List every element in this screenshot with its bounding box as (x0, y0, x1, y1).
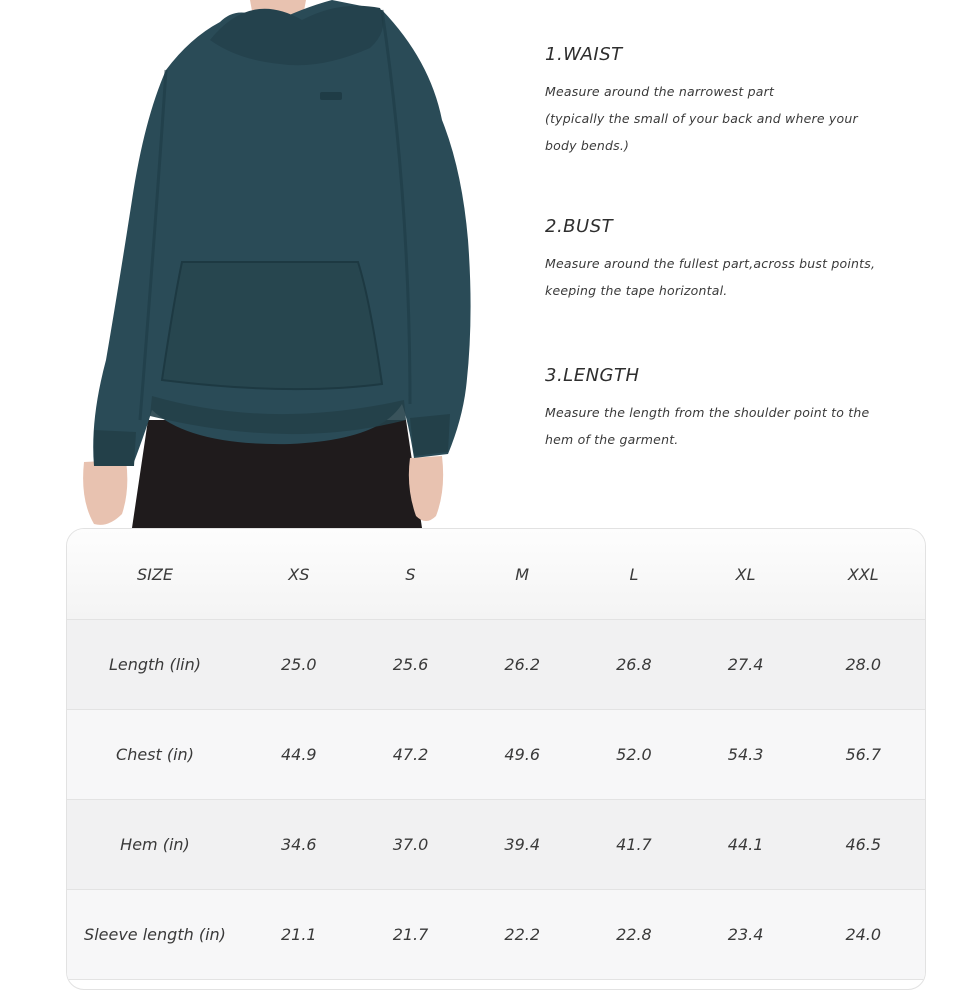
table-header-row (67, 529, 925, 620)
table-cell: 25.6 (392, 655, 429, 674)
row-label: Length (lin) (108, 655, 202, 674)
table-cell: 39.4 (504, 835, 541, 854)
left-hand (83, 460, 127, 525)
table-cell: 27.4 (727, 655, 764, 674)
table-cell: 21.7 (392, 925, 429, 944)
header-cell: XL (735, 564, 756, 584)
table-cell: 21.1 (280, 925, 317, 944)
table-cell: 44.9 (280, 745, 317, 764)
table-row (67, 800, 925, 890)
table-cell: 25.0 (280, 655, 317, 674)
table-cell: 34.6 (280, 835, 317, 854)
guide-title: 3.LENGTH (545, 365, 640, 386)
size-chart-table (66, 528, 926, 990)
model-photo-icon (70, 0, 500, 528)
table-cell: 26.8 (616, 655, 652, 674)
guide-text: Measure around the fullest part,across bust points, keeping the tape horizontal. (545, 256, 876, 298)
row-label: Hem (in) (120, 835, 190, 854)
table-cell: 22.8 (616, 925, 652, 944)
header-cell: S (405, 564, 416, 584)
model-photo (70, 0, 500, 528)
table-cell: 54.3 (727, 745, 764, 764)
guide-waist (545, 44, 945, 159)
table-cell: 24.0 (845, 925, 882, 944)
guide-title: 2.BUST (545, 216, 614, 237)
table-row (67, 890, 925, 980)
header-cell: XS (288, 564, 310, 584)
header-cell: XXL (847, 564, 879, 584)
guide-text: Measure the length from the shoulder point to the hem of the garment. (545, 405, 870, 447)
guide-length (545, 365, 945, 453)
table-cell: 22.2 (504, 925, 541, 944)
table-cell: 23.4 (727, 925, 764, 944)
guide-bust (545, 216, 945, 304)
table-cell: 52.0 (616, 745, 652, 764)
table-cell: 47.2 (392, 745, 429, 764)
table-cell: 46.5 (845, 835, 882, 854)
hoodie-pocket (162, 262, 382, 389)
table-row (67, 620, 925, 710)
logo-mark (320, 92, 342, 100)
table-cell: 41.7 (616, 835, 652, 854)
table-cell: 49.6 (504, 745, 541, 764)
table-cell: 44.1 (727, 835, 764, 854)
header-cell: L (629, 564, 639, 584)
guide-text: Measure around the narrowest part (typically the small of your back and where your body bends.) (545, 84, 858, 153)
table-cell: 37.0 (392, 835, 429, 854)
header-cell: M (515, 564, 530, 584)
table-cell: 28.0 (845, 655, 882, 674)
table-row (67, 710, 925, 800)
row-label: Chest (in) (116, 745, 194, 764)
table-cell: 26.2 (504, 655, 541, 674)
header-cell: SIZE (137, 564, 173, 584)
table-cell: 56.7 (845, 745, 882, 764)
row-label: Sleeve length (in) (84, 925, 226, 944)
guide-title: 1.WAIST (545, 44, 623, 65)
hoodie-body (93, 0, 470, 466)
